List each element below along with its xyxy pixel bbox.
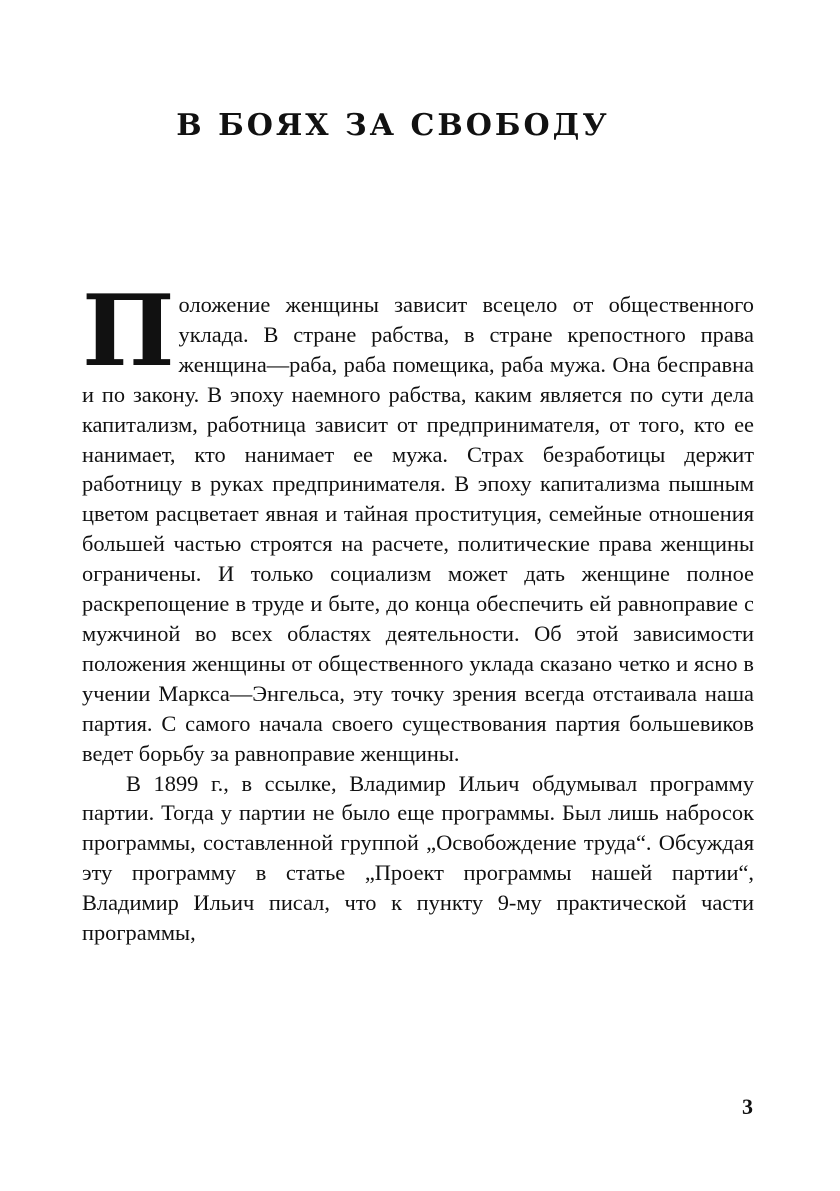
- chapter-heading: В БОЯХ ЗА СВОБОДУ: [176, 108, 610, 143]
- body-text: [82, 274, 754, 948]
- drop-cap: П: [82, 274, 175, 389]
- paragraph-1: [82, 274, 754, 769]
- paragraph-2: В 1899 г., в ссылке, Владимир Ильич обдумывал программу партии. Тогда у партии не было еще программы. Был лишь набросок программы, составленной группой „Освобождение труда“. Обсуждая эту программу в статье „Проект программы нашей партии“, Владимир Ильич писал, что к пункту 9-му практической части программы,: [82, 770, 754, 946]
- paragraph-1-text: оложение женщины зависит всецело от общественного уклада. В стране рабства, в стране крепостного права женщина—раба, раба помещика, раба мужа. Она бесправна и по закону. В эпоху наемного рабства, каким является по сути дела капитализм, работница зависит от предпринимателя, от того, кто ее нанимает, кто нанимает ее мужа. Страх безработицы держит работницу в руках предпринимателя. В эпоху капитализма пышным цветом расцветает явная и тайная проституция, семейные отношения большей частью строятся на расчете, политические права женщины ограничены. И только социализм может дать женщине полное раскрепощение в труде и быте, до конца обеспечить ей равноправие с мужчиной во всех областях деятельности. Об этой зависимости положения женщины от общественного уклада сказано четко и ясно в учении Маркса—Энгельса, эту точку зрения всегда отстаивала наша партия. С самого начала своего существования партия большевиков ведет борьбу за равноправие женщины.: [82, 292, 754, 766]
- page-number: 3: [742, 1094, 753, 1119]
